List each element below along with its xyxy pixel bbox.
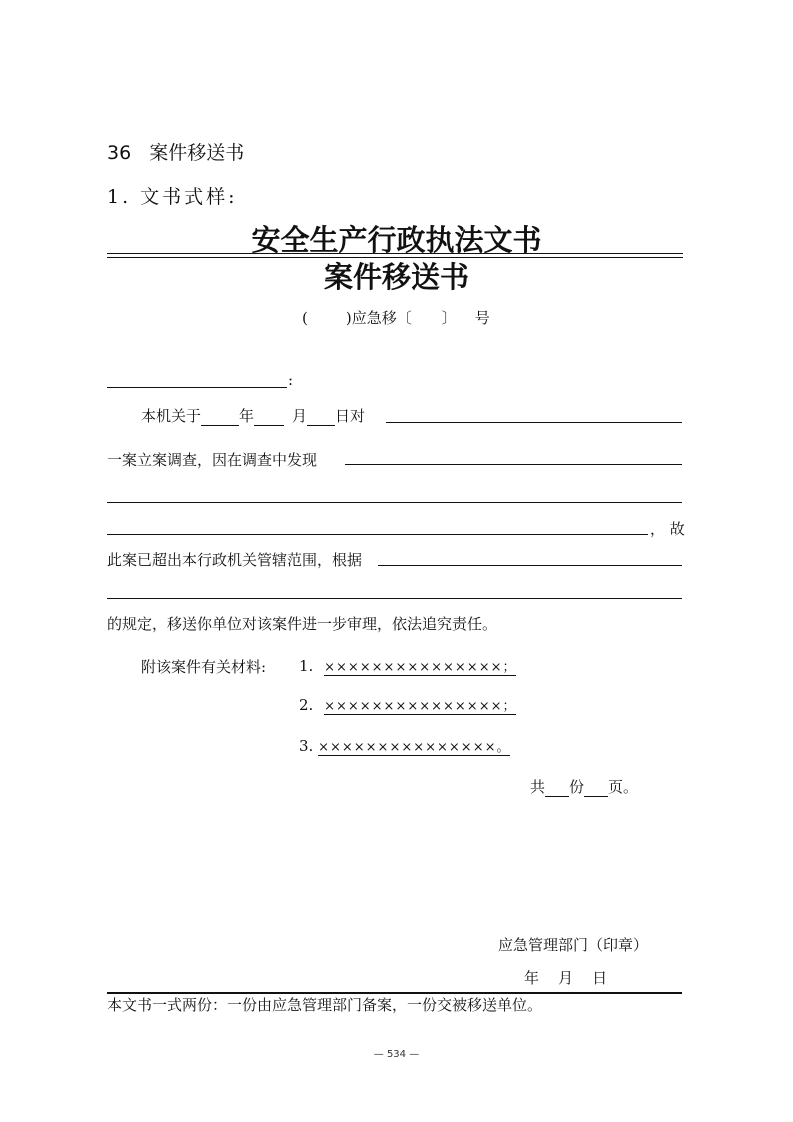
law-basis-blank-2 bbox=[107, 598, 682, 599]
copies-blank bbox=[545, 778, 569, 797]
date-label: 年 月 日 bbox=[524, 969, 608, 987]
month-blank bbox=[254, 407, 284, 426]
attachment-number: 2. bbox=[299, 696, 314, 714]
signing-department: 应急管理部门（印章） bbox=[498, 936, 649, 954]
document-subtitle: 案件移送书 bbox=[323, 260, 469, 294]
case-blank-1 bbox=[386, 422, 682, 423]
law-basis-blank-1 bbox=[378, 565, 682, 566]
attachment-item bbox=[299, 656, 516, 676]
attachments-total bbox=[530, 776, 638, 797]
section-heading bbox=[107, 138, 244, 165]
total-suffix: 页。 bbox=[608, 778, 639, 796]
doc-number-prefix: 应急移 bbox=[351, 309, 397, 327]
doc-number-paren-left: ( bbox=[302, 309, 308, 327]
body-line-2: 一案立案调查，因在调查中发现 bbox=[107, 451, 318, 469]
attachment-number: 1. bbox=[299, 657, 314, 675]
footer-note: 本文书一式两份：一份由应急管理部门备案，一份交被移送单位。 bbox=[107, 996, 543, 1014]
doc-number-bracket-left: 〔 bbox=[396, 309, 412, 327]
section-number: 36 bbox=[107, 142, 132, 164]
body-line-3-end: ， 故 bbox=[650, 520, 685, 538]
month-label: 月 bbox=[292, 407, 308, 425]
finding-blank-3 bbox=[107, 534, 648, 535]
body-line-5: 的规定，移送你单位对该案件进一步审理，依法追究责任。 bbox=[107, 615, 498, 633]
page-number: — 534 — bbox=[373, 1049, 420, 1060]
total-prefix: 共 bbox=[530, 778, 546, 796]
recipient-blank bbox=[107, 387, 287, 388]
document-title: 安全生产行政执法文书 bbox=[251, 223, 542, 257]
signing-date bbox=[524, 967, 607, 988]
body-line-4: 此案已超出本行政机关管辖范围，根据 bbox=[107, 551, 363, 569]
doc-number-paren-right: ) bbox=[345, 309, 352, 327]
attachment-text: ×××××××××××××××。 bbox=[318, 736, 510, 756]
year-blank bbox=[201, 407, 239, 426]
attachment-text: ×××××××××××××××； bbox=[324, 656, 516, 676]
pages-blank bbox=[584, 778, 608, 797]
finding-blank-1 bbox=[345, 464, 682, 465]
recipient-colon: : bbox=[288, 371, 294, 389]
attachment-text: ×××××××××××××××； bbox=[324, 695, 516, 715]
attachment-item bbox=[299, 736, 510, 756]
attachment-item bbox=[299, 695, 516, 715]
body-line-1 bbox=[141, 405, 365, 426]
attachment-number: 3. bbox=[299, 737, 314, 755]
subsection-label: 1. 文书式样: bbox=[107, 186, 238, 208]
year-label: 年 bbox=[239, 407, 255, 425]
doc-number-suffix: 号 bbox=[474, 309, 490, 327]
total-mid: 份 bbox=[569, 778, 585, 796]
finding-blank-2 bbox=[107, 502, 682, 503]
section-title: 案件移送书 bbox=[149, 142, 245, 164]
body-lead-text: 本机关于 bbox=[141, 407, 202, 425]
document-number bbox=[302, 307, 490, 328]
day-label: 日对 bbox=[335, 407, 366, 425]
attachments-label: 附该案件有关材料: bbox=[141, 658, 267, 676]
day-blank bbox=[307, 407, 335, 426]
doc-number-bracket-right: 〕 bbox=[441, 309, 457, 327]
